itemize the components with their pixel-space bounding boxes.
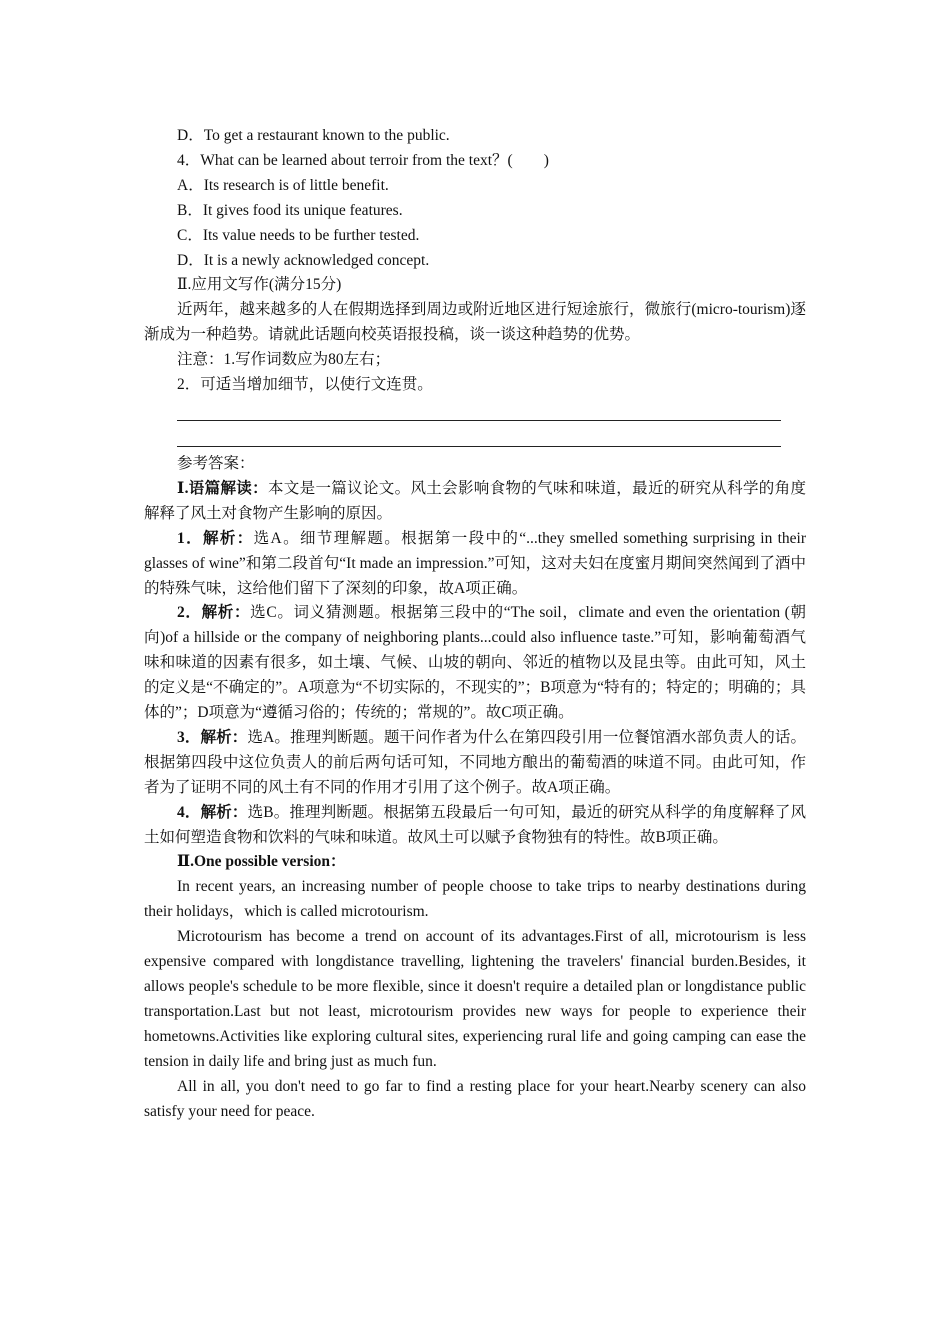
document-page xyxy=(144,124,806,1124)
answer-4-text: 选B。推理判断题。根据第五段最后一句可知，最近的研究从科学的角度解释了风土如何塑造食物和饮料的气味和味道。故风土可以赋予食物独有的特性。故B项正确。 xyxy=(144,803,806,846)
q3-option-d: D．To get a restaurant known to the public. xyxy=(177,127,450,144)
sample-paragraph-2: Microtourism has become a trend on account of its advantages.First of all, microtourism is less expensive compared with longdistance travelling, lightening the travelers' financial burden.Besides, it allows people's schedule to be more flexible, since it doesn't require a detailed plan or longdistance public transportation.Last but not least, microtourism provides new ways for people to experience their hometowns.Activities like exploring cultural sites, experiencing rural life and going camping can ease the tension in daily life and bring just as much fun. xyxy=(144,928,806,1070)
reading-summary xyxy=(144,477,806,527)
q4-option-a: A．Its research is of little benefit. xyxy=(177,176,389,194)
answer-2-text: 选C。词义猜测题。根据第三段中的“The soil，climate and even the orientation (朝向)of a hillside or the company of neighboring plants...could also influence taste.”可知，影响葡萄酒气味和味道的因素有很多，如土壤、气候、山坡的朝向、邻近的植物以及昆虫等。由此可知，风土的定义是“不确定的”。A项意为“不切实际的，不现实的”；B项意为“特有的；特定的；明确的；具体的”；D项意为“遵循习俗的；传统的；常规的”。故C项正确。 xyxy=(144,604,806,722)
answer-3 xyxy=(144,726,806,801)
sample-paragraph-3: All in all, you don't need to go far to find a resting place for your heart.Nearby scenery can also satisfy your need for peace. xyxy=(144,1077,806,1120)
reading-text: 本文是一篇议论文。风土会影响食物的气味和味道，最近的研究从科学的角度解释了风土对食物产生影响的原因。 xyxy=(144,479,806,522)
answer-4 xyxy=(144,801,806,851)
q4-option-c: C．Its value needs to be further tested. xyxy=(177,226,420,244)
writing-prompt: 近两年，越来越多的人在假期选择到周边或附近地区进行短途旅行，微旅行(micro-tourism)逐渐成为一种趋势。请就此话题向校英语报投稿，谈一谈这种趋势的优势。 xyxy=(144,301,806,344)
writing-heading: Ⅱ.应用文写作(满分15分) xyxy=(177,276,342,294)
sample-label: Ⅱ.One possible version： xyxy=(177,853,346,871)
q4-stem: 4．What can be learned about terroir from the text？( ) xyxy=(177,151,549,169)
writing-note-2: 2．可适当增加细节，以使行文连贯。 xyxy=(177,376,433,394)
answer-2-label: 2．解析： xyxy=(177,604,251,622)
answer-2 xyxy=(144,601,806,726)
answer-1 xyxy=(144,527,806,602)
answers-heading: 参考答案： xyxy=(177,454,255,472)
answer-3-text: 选A。推理判断题。题干问作者为什么在第四段引用一位餐馆酒水部负责人的话。根据第四段中这位负责人的前后两句话可知，不同地方酿出的葡萄酒的味道不同。由此可知，作者为了证明不同的风土有不同的作用才引用了这个例子。故A项正确。 xyxy=(144,728,806,796)
reading-label: Ⅰ.语篇解读： xyxy=(177,479,268,497)
answer-1-label: 1．解析： xyxy=(177,529,254,547)
q4-option-d: D．It is a newly acknowledged concept. xyxy=(177,251,430,269)
answer-1-text: 选A。细节理解题。根据第一段中的“...they smelled something surprising in their glasses of wine”和第二段首句“It made an impression.”可知，这对夫妇在度蜜月期间突然闻到了酒中的特殊气味，这给他们留下了深刻的印象，故A项正确。 xyxy=(144,529,806,597)
q4-option-b: B．It gives food its unique features. xyxy=(177,201,403,219)
sample-paragraph-1: In recent years, an increasing number of people choose to take trips to nearby destinations during their holidays，which is called microtourism. xyxy=(144,878,806,921)
answer-4-label: 4．解析： xyxy=(177,803,248,821)
writing-note-1: 注意：1.写作词数应为80左右； xyxy=(177,351,391,369)
answer-3-label: 3．解析： xyxy=(177,728,248,746)
